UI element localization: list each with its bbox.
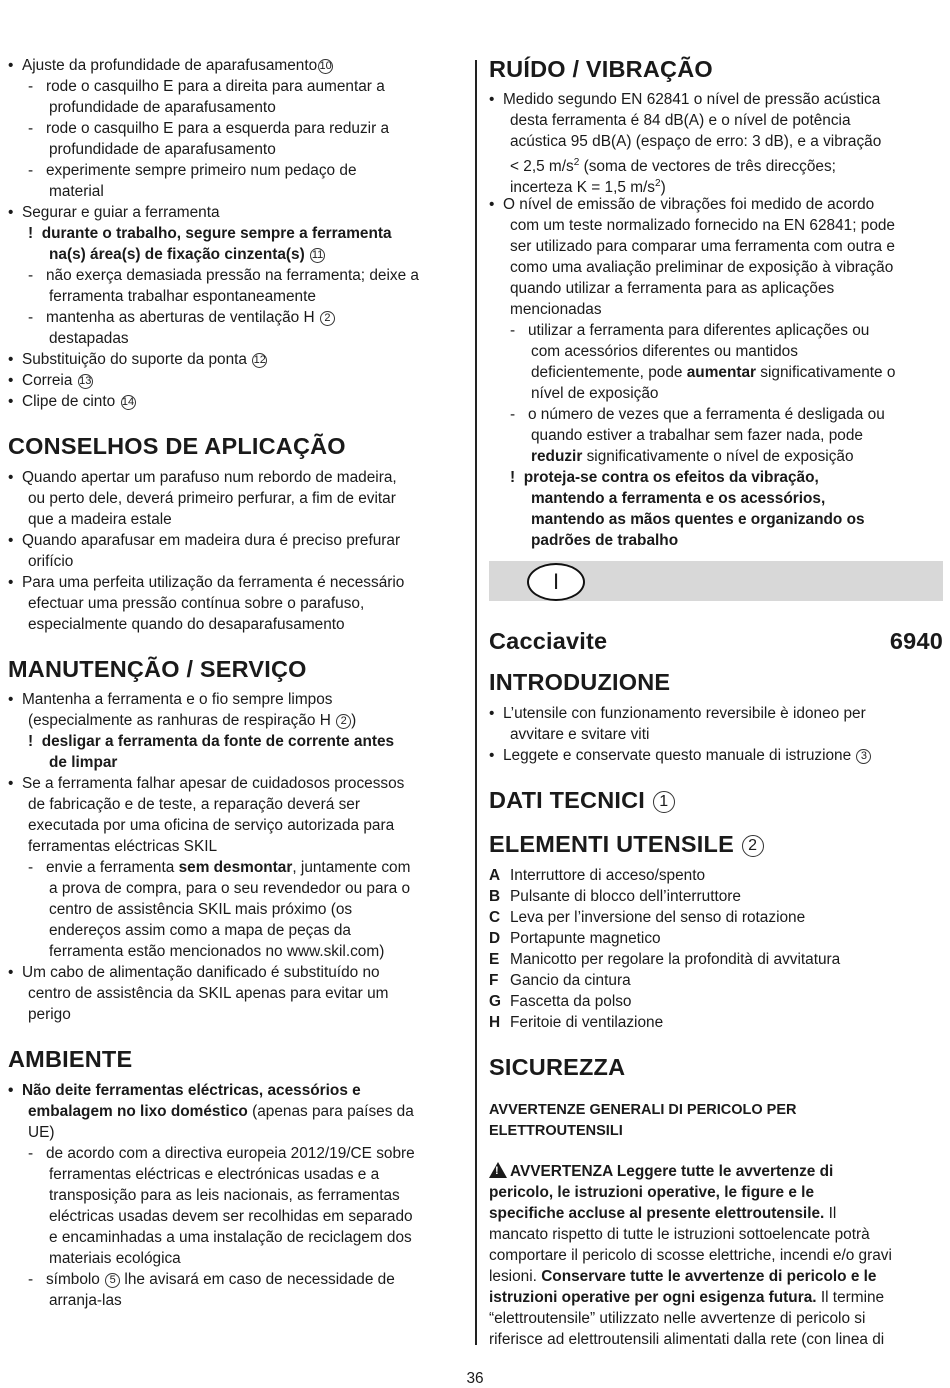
element-label: Fascetta da polso (510, 993, 632, 1010)
list-item: • Um cabo de alimentação danificado é substituído no (8, 964, 380, 981)
element-letter: B (489, 888, 501, 905)
section-heading: CONSELHOS DE APLICAÇÃO (8, 433, 346, 459)
product-number: 6940 (889, 628, 943, 654)
element-item (489, 928, 661, 949)
column-divider (475, 60, 477, 1345)
element-label: Gancio da cintura (510, 972, 631, 989)
element-letter: H (489, 1014, 501, 1031)
section-heading: DATI TECNICI 1 (489, 787, 675, 814)
section-heading: MANUTENÇÃO / SERVIÇO (8, 656, 307, 682)
element-label: Portapunte magnetico (510, 930, 661, 947)
list-item: • Para uma perfeita utilização da ferramenta é necessário (8, 574, 405, 591)
element-label: Feritoie di ventilazione (510, 1014, 664, 1031)
list-item: • Medido segundo EN 62841 o nível de pressão acústica (489, 91, 881, 108)
list-item: • Não deite ferramentas eléctricas, acessórios e (8, 1082, 361, 1099)
list-item: • O nível de emissão de vibrações foi medido de acordo (489, 196, 875, 213)
list-item: • Substituição do suporte da ponta 12 (8, 351, 266, 368)
figure-ref: 10 (319, 60, 332, 72)
language-badge: I (527, 563, 585, 601)
element-label: Manicotto per regolare la profondità di avvitatura (510, 951, 841, 968)
element-item (489, 886, 741, 907)
element-letter: C (489, 909, 501, 926)
recycle-symbol-ref: 5 (105, 1273, 120, 1288)
element-label: Interruttore di acceso/spento (510, 867, 706, 884)
subheading: AVVERTENZE GENERALI DI PERICOLO PER (489, 1102, 797, 1118)
language-banner (489, 561, 943, 601)
list-item: • Clipe de cinto 14 (8, 393, 135, 410)
element-item (489, 865, 705, 886)
element-label: Pulsante di blocco dell’interruttore (510, 888, 741, 905)
element-letter: A (489, 867, 501, 884)
list-item: • Quando aparafusar em madeira dura é preciso prefurar (8, 532, 401, 549)
subheading: ELETTROUTENSILI (489, 1123, 623, 1139)
list-item: • Ajuste da profundidade de aparafusamento 10 (8, 57, 332, 74)
list-item: • Quando apertar um parafuso num rebordo de madeira, (8, 469, 397, 486)
list-item: • Mantenha a ferramenta e o fio sempre limpos (8, 691, 333, 708)
page-number: 36 (466, 1370, 484, 1387)
element-item (489, 970, 631, 991)
list-item: • L’utensile con funzionamento reversibile è idoneo per (489, 705, 866, 722)
element-letter: D (489, 930, 501, 947)
warning-triangle-icon: ! (489, 1162, 507, 1178)
section-heading: SICUREZZA (489, 1054, 626, 1080)
section-heading: ELEMENTI UTENSILE 2 (489, 831, 764, 858)
section-heading: RUÍDO / VIBRAÇÃO (489, 56, 713, 82)
element-item (489, 1012, 663, 1033)
section-heading: AMBIENTE (8, 1046, 133, 1072)
element-letter: G (489, 993, 501, 1010)
list-item: • Leggete e conservate questo manuale di istruzione 3 (489, 745, 871, 766)
section-heading: INTRODUZIONE (489, 669, 671, 695)
product-name: Cacciavite (489, 628, 608, 654)
element-item (489, 949, 840, 970)
list-item: • Segurar e guiar a ferramenta (8, 204, 220, 221)
element-item (489, 991, 632, 1012)
list-item: • Correia 13 (8, 372, 92, 389)
element-letter: F (489, 972, 499, 989)
list-item: • Se a ferramenta falhar apesar de cuidadosos processos (8, 775, 405, 792)
element-label: Leva per l’inversione del senso di rotazione (510, 909, 806, 926)
element-item (489, 907, 805, 928)
element-letter: E (489, 951, 500, 968)
